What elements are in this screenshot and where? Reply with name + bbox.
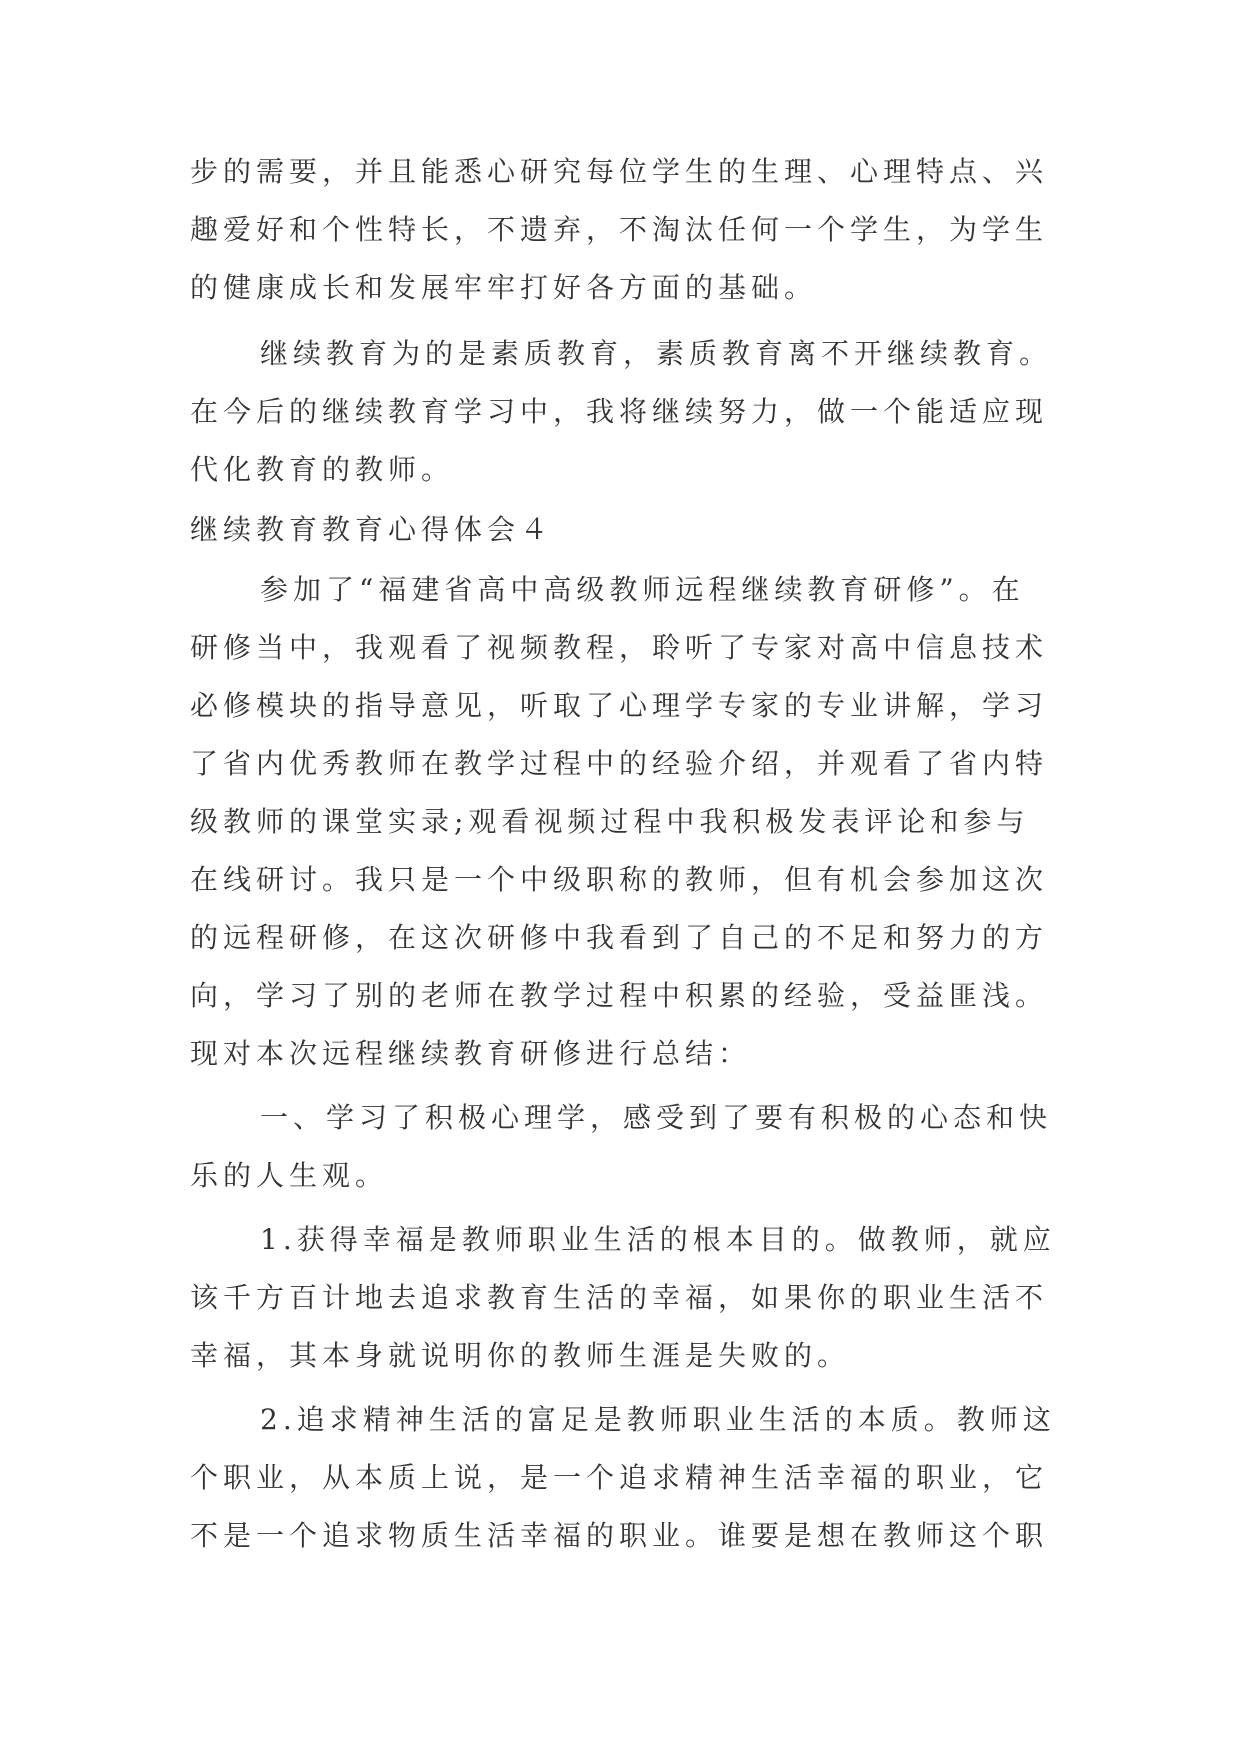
text-line: 了省内优秀教师在教学过程中的经验介绍，并观看了省内特 xyxy=(190,747,1049,780)
text-line: 该千方百计地去追求教育生活的幸福，如果你的职业生活不 xyxy=(190,1281,1049,1314)
text-line: 幸福，其本身就说明你的教师生涯是失败的。 xyxy=(190,1339,851,1372)
text-line: 向，学习了别的老师在教学过程中积累的经验，受益匪浅。 xyxy=(190,979,1049,1012)
text-line: 现对本次远程继续教育研修进行总结： xyxy=(190,1037,752,1070)
paragraph-first-line: 一、学习了积极心理学，感受到了要有积极的心态和快 xyxy=(260,1101,1053,1134)
paragraph-first-line: 参加了“福建省高中高级教师远程继续教育研修”。在 xyxy=(260,573,1025,606)
text-line: 在线研讨。我只是一个中级职称的教师，但有机会参加这次 xyxy=(190,863,1049,896)
text-line: 代化教育的教师。 xyxy=(190,453,455,486)
text-line: 趣爱好和个性特长，不遗弃，不淘汰任何一个学生，为学生 xyxy=(190,213,1049,246)
paragraph-first-line: 继续教育为的是素质教育，素质教育离不开继续教育。 xyxy=(260,337,1053,370)
text-line: 级教师的课堂实录;观看视频过程中我积极发表评论和参与 xyxy=(190,805,1030,838)
text-line: 乐的人生观。 xyxy=(190,1159,389,1192)
paragraph-first-line: 1.获得幸福是教师职业生活的根本目的。做教师，就应 xyxy=(260,1223,1056,1256)
text-line: 步的需要，并且能悉心研究每位学生的生理、心理特点、兴 xyxy=(190,155,1049,188)
text-line: 的远程研修，在这次研修中我看到了自己的不足和努力的方 xyxy=(190,921,1049,954)
text-line: 在今后的继续教育学习中，我将继续努力，做一个能适应现 xyxy=(190,395,1049,428)
text-line: 个职业，从本质上说，是一个追求精神生活幸福的职业，它 xyxy=(190,1461,1049,1494)
paragraph-first-line: 2.追求精神生活的富足是教师职业生活的本质。教师这 xyxy=(260,1403,1056,1436)
text-line: 研修当中，我观看了视频教程，聆听了专家对高中信息技术 xyxy=(190,631,1049,664)
text-line: 的健康成长和发展牢牢打好各方面的基础。 xyxy=(190,271,818,304)
text-line: 不是一个追求物质生活幸福的职业。谁要是想在教师这个职 xyxy=(190,1519,1049,1552)
section-heading: 继续教育教育心得体会４ xyxy=(190,513,554,546)
text-line: 必修模块的指导意见，听取了心理学专家的专业讲解，学习 xyxy=(190,689,1049,722)
